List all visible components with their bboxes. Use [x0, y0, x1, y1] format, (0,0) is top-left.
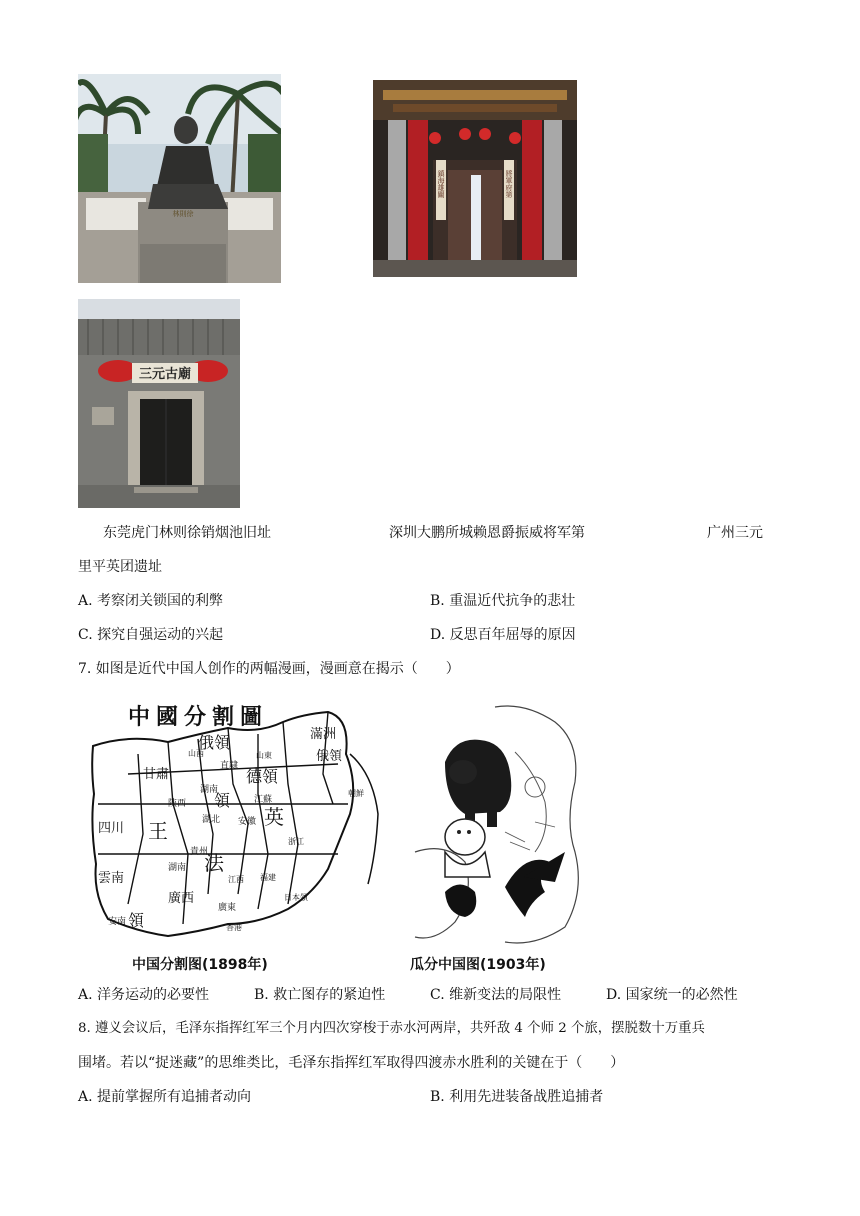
- map-region-label: 湖南: [200, 785, 219, 795]
- map-region-label: 香港: [226, 923, 242, 932]
- map-region-label: 日本領: [284, 893, 308, 902]
- q7-option-a[interactable]: A. 洋务运动的必要性: [78, 987, 210, 1003]
- q7-option-d[interactable]: D. 国家统一的必然性: [606, 987, 738, 1003]
- q7-option-b[interactable]: B. 救亡图存的紧迫性: [254, 987, 386, 1003]
- map-region-label: 四川: [98, 821, 125, 836]
- map-region-label: 法: [204, 851, 224, 875]
- q6-option-b[interactable]: B. 重温近代抗争的悲壮: [430, 593, 576, 609]
- map-region-label: 安徽: [238, 817, 257, 827]
- map-region-label: 俄領: [316, 749, 343, 764]
- caption-sanyuan-2: 里平英团遗址: [78, 559, 162, 575]
- q8-option-a[interactable]: A. 提前掌握所有追捕者动向: [78, 1089, 252, 1105]
- map-region-label: 陝西: [168, 799, 187, 809]
- map-region-label: 浙江: [288, 837, 304, 846]
- caption-sanyuan-1: 广州三元: [707, 525, 763, 541]
- map-region-label: 廣西: [168, 891, 195, 906]
- caption-humen: 东莞虎门林则徐销烟池旧址: [103, 525, 271, 541]
- map-region-label: 朝鮮: [348, 789, 364, 798]
- map-region-label: 貴州: [190, 847, 209, 857]
- cartoon-carving-up-china: [405, 702, 589, 947]
- map-region-label: 甘肅: [143, 767, 170, 782]
- map-region-label: 雲南: [98, 871, 125, 886]
- q6-option-c[interactable]: C. 探究自强运动的兴起: [78, 627, 224, 643]
- map-region-label: 廣東: [218, 903, 237, 913]
- q8-stem-line1: 8. 遵义会议后，毛泽东指挥红军三个月内四次穿梭于赤水河两岸，共歼敌 4 个师 2 个旅，摆脱数十万重兵: [78, 1021, 705, 1036]
- map-region-label: 山東: [256, 751, 272, 760]
- q7-stem: 7. 如图是近代中国人创作的两幅漫画，漫画意在揭示（ ）: [78, 661, 460, 677]
- q8-option-b[interactable]: B. 利用先进装备战胜追捕者: [430, 1089, 604, 1105]
- q6-option-a[interactable]: A. 考察闭关锁国的利弊: [78, 593, 224, 609]
- gate-couplet-right: 將軍府第: [505, 170, 513, 198]
- photo-sanyuan-temple: [78, 299, 240, 508]
- map-region-label: 山西: [188, 749, 204, 758]
- map-region-label: 直隸: [220, 761, 239, 771]
- cartoon-china-partition-map: [88, 694, 384, 950]
- map-region-label: 滿洲: [310, 727, 337, 742]
- q8-stem-line2: 围堵。若以“捉迷藏”的思维类比，毛泽东指挥红军取得四渡赤水胜利的关键在于（ ）: [78, 1055, 625, 1071]
- map-region-label: 俄領: [198, 733, 231, 752]
- map-region-label: 英: [264, 805, 284, 829]
- temple-sign: 三元古廟: [138, 367, 192, 382]
- map-region-label: 安南: [108, 917, 127, 927]
- caption-dapeng: 深圳大鹏所城赖恩爵振威将军第: [389, 525, 585, 541]
- gate-couplet-left: 鎮海雄關: [437, 170, 445, 198]
- map-region-label: 福建: [260, 873, 276, 882]
- map-region-label: 江西: [228, 875, 244, 884]
- map-region-label: 領: [214, 791, 231, 810]
- map-region-label: 湖北: [202, 815, 221, 825]
- photo-lin-zexu-statue: [78, 74, 281, 283]
- map-region-label: 王: [148, 819, 168, 843]
- cartoon1-caption: 中国分割图(1898年): [132, 957, 268, 973]
- map-region-label: 德領: [246, 767, 279, 786]
- q7-option-c[interactable]: C. 维新变法的局限性: [430, 987, 562, 1003]
- map-title: 中國分割圖: [128, 704, 269, 730]
- map-region-label: 湖南: [168, 863, 187, 873]
- q6-option-d[interactable]: D. 反思百年屈辱的原因: [430, 627, 576, 643]
- cartoon2-caption: 瓜分中国图(1903年): [410, 957, 546, 973]
- statue-plaque: 林則徐: [172, 210, 194, 218]
- map-region-label: 江蘇: [254, 795, 273, 805]
- photo-dapeng-gate: [373, 80, 577, 277]
- map-region-label: 領: [128, 911, 145, 930]
